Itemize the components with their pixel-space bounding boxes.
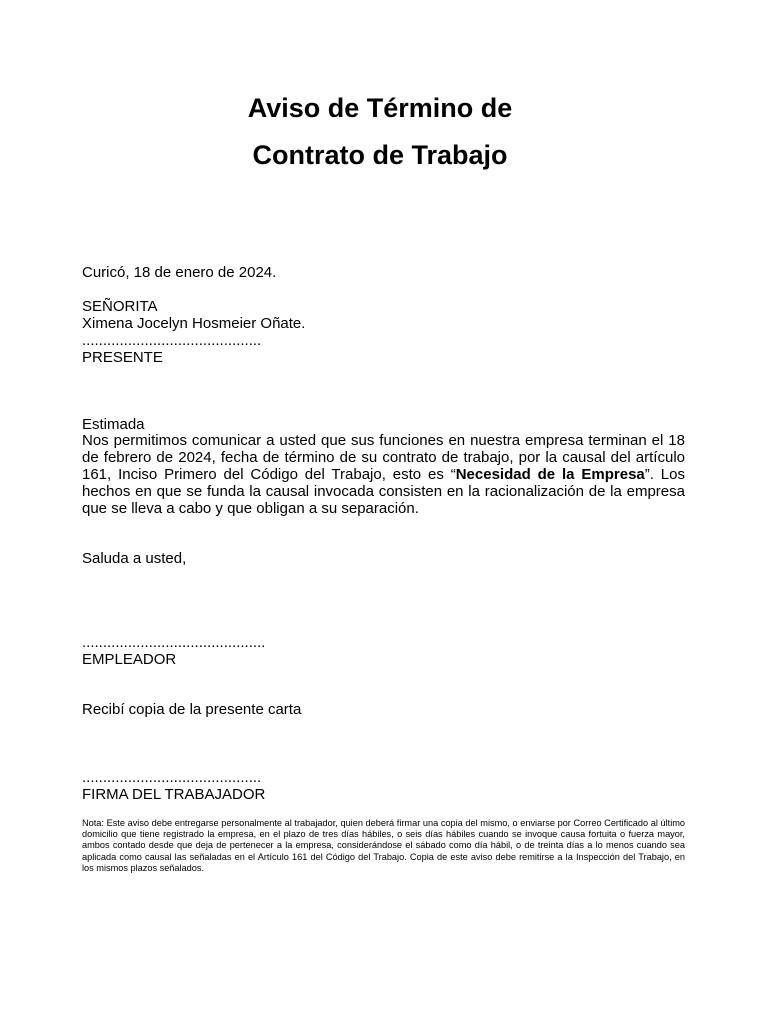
place-date: Curicó, 18 de enero de 2024. — [82, 264, 277, 281]
body-text-part1: Nos permitimos comunicar a usted que sus funciones en nuestra empresa terminan el 18 de febrero de 2024, fecha de término de su contrato de trabajo, por la causal del artículo 161, Inciso Primero del Código del Trabajo, esto es “ — [82, 432, 685, 483]
document-title-line1: Aviso de Término de — [247, 93, 513, 123]
greeting: Estimada — [82, 416, 145, 433]
worker-signature-dots: ........................................... — [82, 769, 262, 786]
employer-signature-dots: ............................................ — [82, 634, 266, 651]
worker-signature-label: FIRMA DEL TRABAJADOR — [82, 786, 266, 803]
recipient-presente: PRESENTE — [82, 349, 163, 366]
employer-label: EMPLEADOR — [82, 651, 177, 668]
body-text-part2: ”. Los hechos en que se funda la causal invocada consisten en la racionalización de la empresa que se lleva a cabo y que obligan a su separación. — [82, 466, 685, 517]
closing: Saluda a usted, — [82, 550, 187, 567]
receipt-text: Recibí copia de la presente carta — [82, 701, 302, 718]
body-text-bold: Necesidad de la Empresa — [455, 466, 645, 483]
body-paragraph — [82, 432, 685, 517]
recipient-salutation: SEÑORITA — [82, 298, 158, 315]
recipient-name: Ximena Jocelyn Hosmeier Oñate. — [82, 315, 306, 332]
footnote: Nota: Este aviso debe entregarse personalmente al trabajador, quien deberá firmar una copia del mismo, o enviarse por Correo Certificado al último domicilio que tiene registrado la empresa, en el plazo de tres días hábiles, o seis días hábiles cuando se invoque causa fortuita o fuerza mayor, ambos contado desde que deja de pertenecer a la empresa, considerándose el sábado como día hábil, o de treinta días a lo menos cuando sea aplicada como causal las señaladas en el Artículo 161 del Código del Trabajo. Copia de este aviso debe remitirse a la Inspección del Trabajo, en los mismos plazos señalados. — [82, 818, 685, 873]
document-title-line2: Contrato de Trabajo — [252, 140, 508, 170]
recipient-dots: ........................................... — [82, 332, 262, 349]
